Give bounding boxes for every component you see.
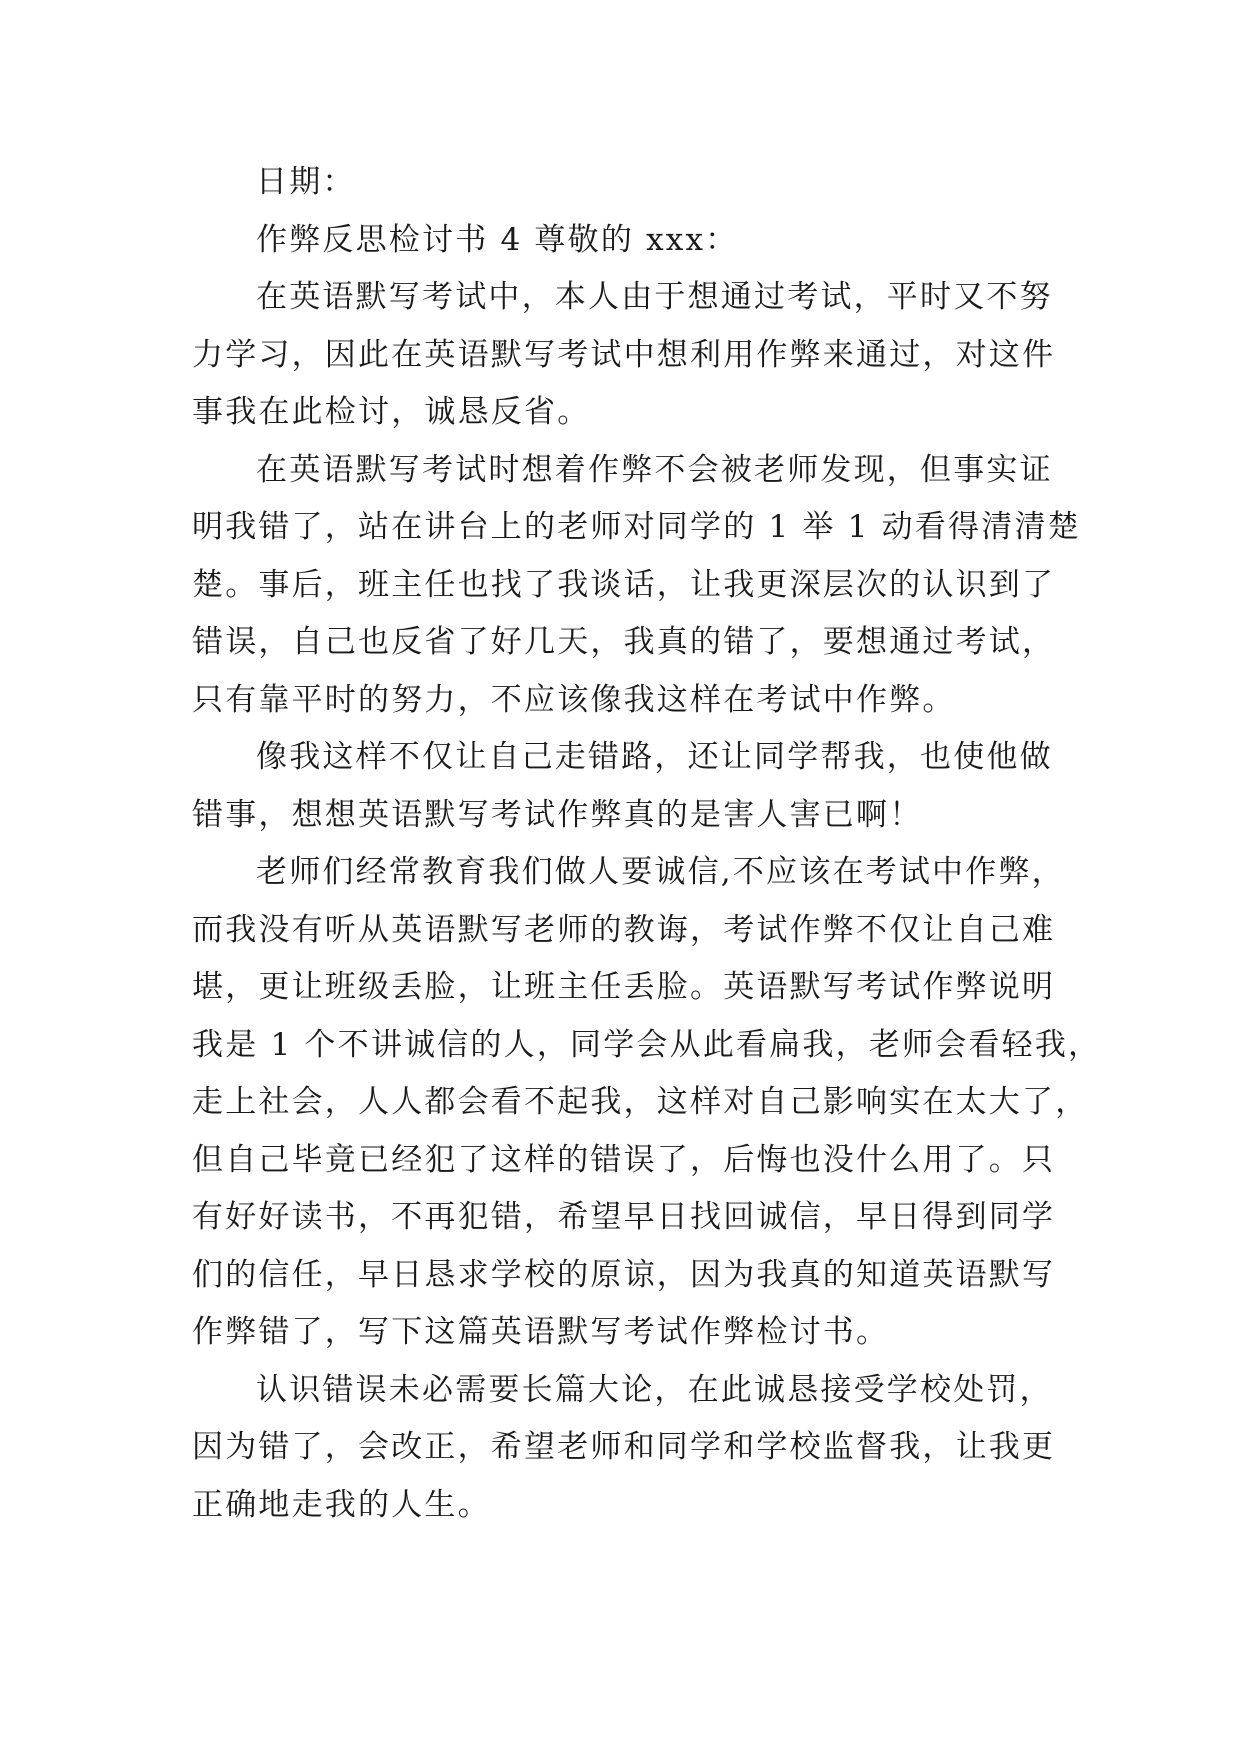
paragraph-4-line: 走上社会，人人都会看不起我，这样对自己影响实在太大了， (192, 1084, 1089, 1120)
date-line: 日期： (256, 164, 356, 200)
paragraph-4-line: 而我没有听从英语默写老师的教诲，考试作弊不仅让自己难 (192, 911, 1056, 948)
paragraph-4-line: 但自己毕竟已经犯了这样的错误了，后悔也没什么用了。只 (192, 1141, 1056, 1178)
paragraph-1-line: 事我在此检讨，诚恳反省。 (192, 394, 591, 430)
paragraph-2-line: 在英语默写考试时想着作弊不会被老师发现，但事实证 (256, 451, 1053, 488)
paragraph-3-line: 像我这样不仅让自己走错路，还让同学帮我，也使他做 (256, 739, 1053, 775)
title-salutation-line: 作弊反思检讨书 4 尊敬的 xxx： (256, 221, 739, 258)
paragraph-4-line: 老师们经常教育我们做人要诚信,不应该在考试中作弊， (256, 854, 1065, 890)
paragraph-4-line: 我是 1 个不讲诚信的人，同学会从此看扁我，老师会看轻我， (192, 1026, 1102, 1063)
document-body (192, 154, 1102, 1534)
paragraph-4-line: 们的信任，早日恳求学校的原谅，因为我真的知道英语默写 (192, 1256, 1056, 1293)
paragraph-3-line: 错事，想想英语默写考试作弊真的是害人害已啊！ (192, 796, 923, 833)
paragraph-5-line: 因为错了，会改正，希望老师和同学和学校监督我，让我更 (192, 1429, 1056, 1465)
paragraph-2-line: 楚。事后，班主任也找了我谈话，让我更深层次的认识到了 (192, 566, 1056, 603)
paragraph-2-line: 只有靠平时的努力，不应该像我这样在考试中作弊。 (192, 681, 956, 718)
paragraph-4-line: 作弊错了，写下这篇英语默写考试作弊检讨书。 (192, 1314, 890, 1350)
paragraph-1-line: 力学习，因此在英语默写考试中想利用作弊来通过，对这件 (192, 336, 1056, 373)
paragraph-4-line: 有好好读书，不再犯错，希望早日找回诚信，早日得到同学 (192, 1199, 1056, 1235)
paragraph-4-line: 堪，更让班级丢脸，让班主任丢脸。英语默写考试作弊说明 (192, 969, 1056, 1005)
paragraph-2-line: 明我错了，站在讲台上的老师对同学的 1 举 1 动看得清清楚 (192, 509, 1081, 545)
paragraph-2-line: 错误，自己也反省了好几天，我真的错了，要想通过考试， (192, 624, 1056, 660)
paragraph-5-line: 正确地走我的人生。 (192, 1486, 491, 1523)
paragraph-5-line: 认识错误未必需要长篇大论，在此诚恳接受学校处罚， (256, 1371, 1053, 1408)
paragraph-1-line: 在英语默写考试中，本人由于想通过考试，平时又不努 (256, 279, 1053, 315)
